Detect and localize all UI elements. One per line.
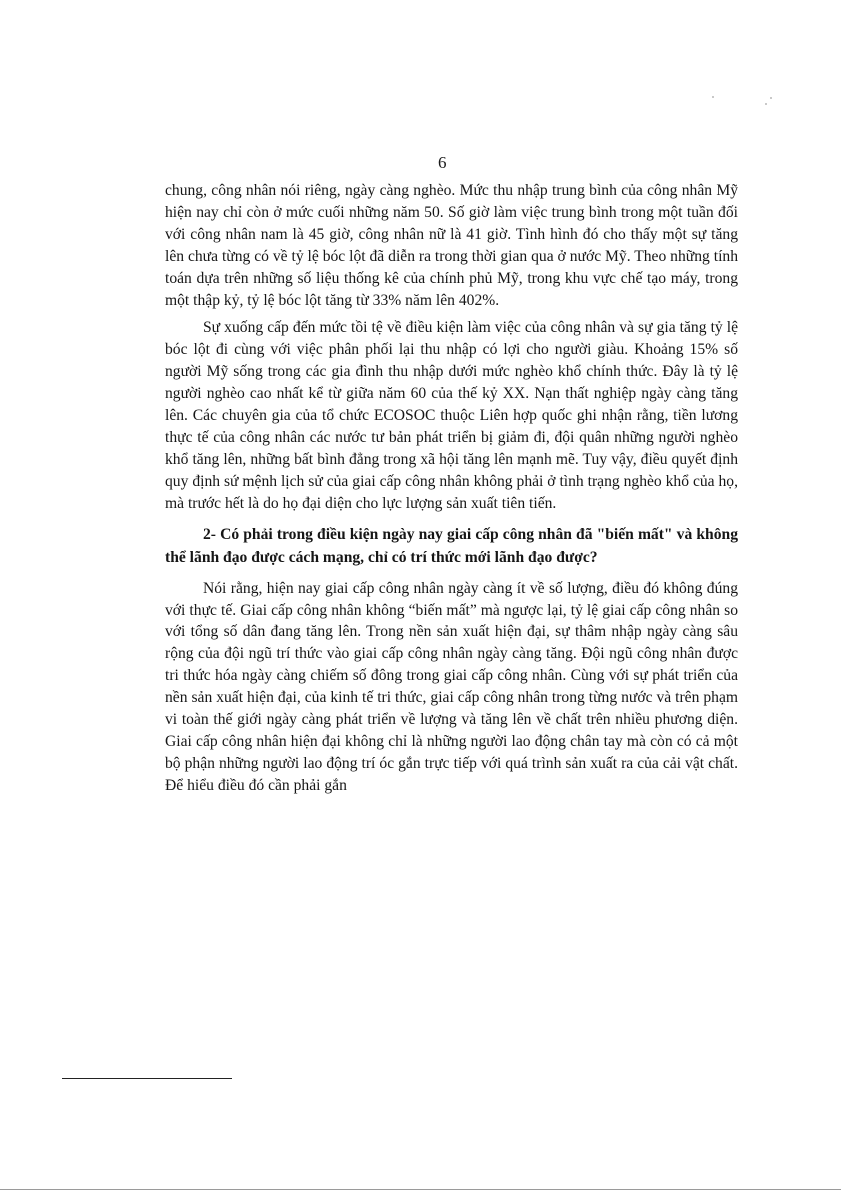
page-number: 6 <box>438 153 447 172</box>
scan-speck <box>712 96 714 98</box>
paragraph-continued: chung, công nhân nói riêng, ngày càng nghèo. Mức thu nhập trung bình của công nhân Mỹ hiện nay chỉ còn ở mức cuối những năm 50. Số giờ làm việc trung bình trong một tuần đối với công nhân nam là 45 giờ, công nhân nữ là 41 giờ. Tình hình đó cho thấy một sự tăng lên chưa từng có về tỷ lệ bóc lột đã diễn ra trong thời gian qua ở nước Mỹ. Theo những tính toán dựa trên những số liệu thống kê của chính phủ Mỹ, trong khu vực chế tạo máy, trong một thập kỷ, tỷ lệ bóc lột tăng từ 33% năm lên 402%. <box>165 182 738 309</box>
scan-speck <box>765 103 767 105</box>
body-text <box>165 180 738 797</box>
section-heading: 2- Có phải trong điều kiện ngày nay giai cấp công nhân đã "biến mất" và không thể lãnh đạo được cách mạng, chỉ có trí thức mới lãnh đạo được? <box>165 525 738 567</box>
scan-speck <box>770 97 772 99</box>
footnote-separator <box>62 1078 232 1079</box>
scan-edge-line <box>0 1189 841 1190</box>
paragraph: Nói rằng, hiện nay giai cấp công nhân ngày càng ít về số lượng, điều đó không đúng với thực tế. Giai cấp công nhân không “biến mất” mà ngược lại, tỷ lệ giai cấp công nhân so với tổng số dân đang tăng lên. Trong nền sản xuất hiện đại, sự thâm nhập ngày càng sâu rộng của đội ngũ trí thức vào giai cấp công nhân ngày càng tăng. Đội ngũ công nhân được tri thức hóa ngày càng chiếm số đông trong giai cấp công nhân. Cùng với sự phát triển của nền sản xuất hiện đại, của kinh tế tri thức, giai cấp công nhân trong từng nước và trên phạm vi toàn thế giới ngày càng phát triển về lượng và tăng lên về chất trên nhiều phương diện. Giai cấp công nhân hiện đại không chỉ là những người lao động chân tay mà còn có cả một bộ phận những người lao động trí óc gắn trực tiếp với quá trình sản xuất ra của cải vật chất. Để hiểu điều đó cần phải gắn <box>165 579 738 794</box>
paragraph: Sự xuống cấp đến mức tồi tệ về điều kiện làm việc của công nhân và sự gia tăng tỷ lệ bóc lột đi cùng với việc phân phối lại thu nhập có lợi cho người giàu. Khoảng 15% số người Mỹ sống trong các gia đình thu nhập dưới mức nghèo khổ chính thức. Đây là tỷ lệ người nghèo cao nhất kể từ giữa năm 60 của thế kỷ XX. Nạn thất nghiệp ngày càng tăng lên. Các chuyên gia của tổ chức ECOSOC thuộc Liên hợp quốc ghi nhận rằng, tiền lương thực tế của công nhân các nước tư bản phát triển bị giảm đi, đội quân những người nghèo khổ tăng lên, những bất bình đẳng trong xã hội tăng lên mạnh mẽ. Tuy vậy, điều quyết định quy định sứ mệnh lịch sử của giai cấp công nhân không phải ở tình trạng nghèo khổ của họ, mà trước hết là do họ đại diện cho lực lượng sản xuất tiên tiến. <box>165 319 738 512</box>
